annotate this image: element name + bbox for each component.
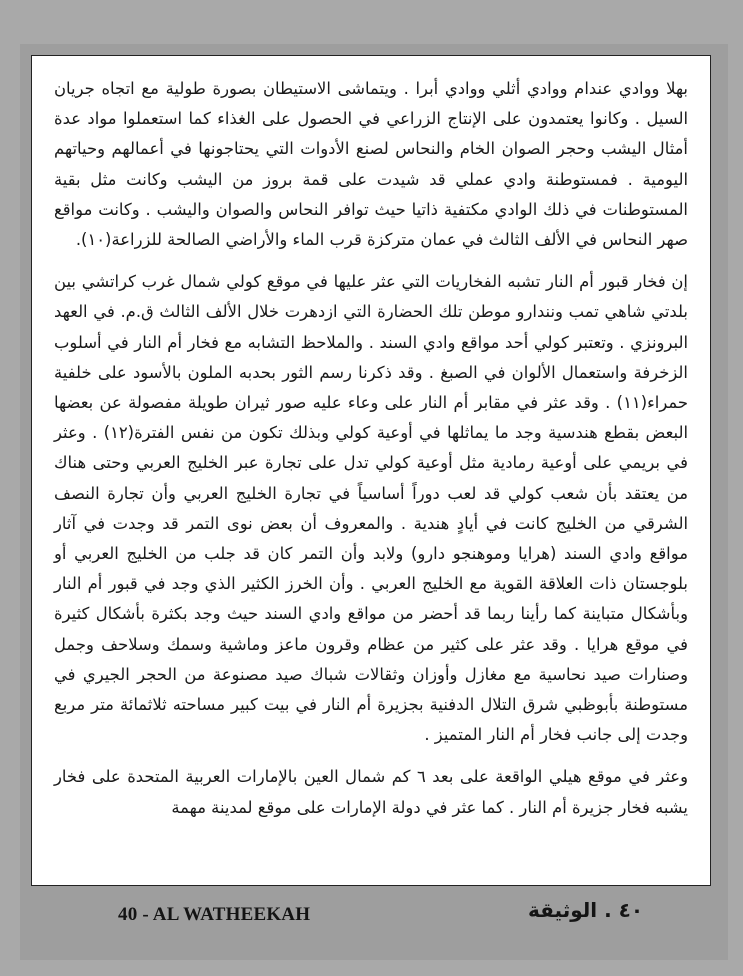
footer-page-number-arabic: ٤٠ . الوثيقة (528, 898, 644, 922)
paragraph-1: بهلا ووادي عندام ووادي أثلي ووادي أبرا . ويتماشى الاستيطان بصورة طولية مع اتجاه جريان السيل . وكانوا يعتمدون على الإنتاج الزراعي في الحصول على الغذاء كما استعملوا مواد عدة أمثال اليشب وحجر الصوان الخام والنحاس لصنع الأدوات التي يحتاجونها في أعمالهم وحياتهم اليومية . فمستوطنة وادي عملي قد شيدت على قمة بروز من اليشب وكانت مثل بقية المستوطنات في ذلك الوادي مكتفية ذاتيا حيث توافر النحاس والصوان واليشب . وكانت مواقع صهر النحاس في الألف الثالث في عمان متركزة قرب الماء والأراضي الصالحة للزراعة(١٠). (54, 79, 688, 250)
paragraph-3: وعثر في موقع هيلي الواقعة على بعد ٦ كم شمال العين بالإمارات العربية المتحدة على فخار يشبه فخار جزيرة أم النار . كما عثر في دولة الإمارات على موقع لمدينة مهمة (54, 767, 688, 817)
paragraph-2: إن فخار قبور أم النار تشبه الفخاريات التي عثر عليها في موقع كولي شمال غرب كراتشي بين بلدتي شاهي تمب ونندارو موطن تلك الحضارة التي ازدهرت خلال الألف الثالث ق.م. في العهد البرونزي . وتعتبر كولي أحد مواقع وادي السند . والملاحظ التشابه مع فخار أم النار في أسلوب الزخرفة واستعمال الألوان في الصبغ . وقد ذكرنا رسم الثور بحدبه الملون بالأسود على خلفية حمراء(١١) . وقد عثر في مقابر أم النار على وعاء عليه صور ثيران طويلة مفصولة عن بعضها البعض بقطع هندسية وجد ما يماثلها في أوعية كولي وبذلك تكون من نفس الفترة(١٢) . وعثر في بريمي على أوعية رمادية مثل أوعية كولي تدل على تجارة عبر الخليج العربي وحتى هناك من يعتقد بأن شعب كولي قد لعب دوراً أساسياً في تجارة الخليج العربي وأن تجارة النصف الشرقي من الخليج كانت في أيادٍ هندية . والمعروف أن بعض نوى التمر قد وجدت في آثار مواقع وادي السند (هرايا وموهنجو دارو) ولابد وأن التمر كان قد جلب من الخليج العربي أو بلوجستان ذات العلاقة القوية مع الخليج العربي . وأن الخرز الكثير الذي وجد في قبور أم النار وبأشكال متباينة كما رأينا ربما قد أحضر من مواقع وادي السند حيث وجد بكثرة بأشكال كثيرة في موقع هرايا . وقد عثر على كثير من عظام وقرون ماعز وماشية وسمك وسلاحف وجمل وصنارات صيد نحاسية مع مغازل وأوزان وثقالات شباك صيد مصنوعة من الحجر الجيري في مستوطنة بأبوظبي شرق التلال الدفنية بجزيرة أم النار في بيت كبير مساحته ثلاثمائة متر مربع وجدت إلى جانب فخار أم النار المتميز . (54, 272, 688, 745)
article-text-box (31, 55, 711, 886)
footer-page-number-english: 40 - AL WATHEEKAH (118, 904, 311, 925)
